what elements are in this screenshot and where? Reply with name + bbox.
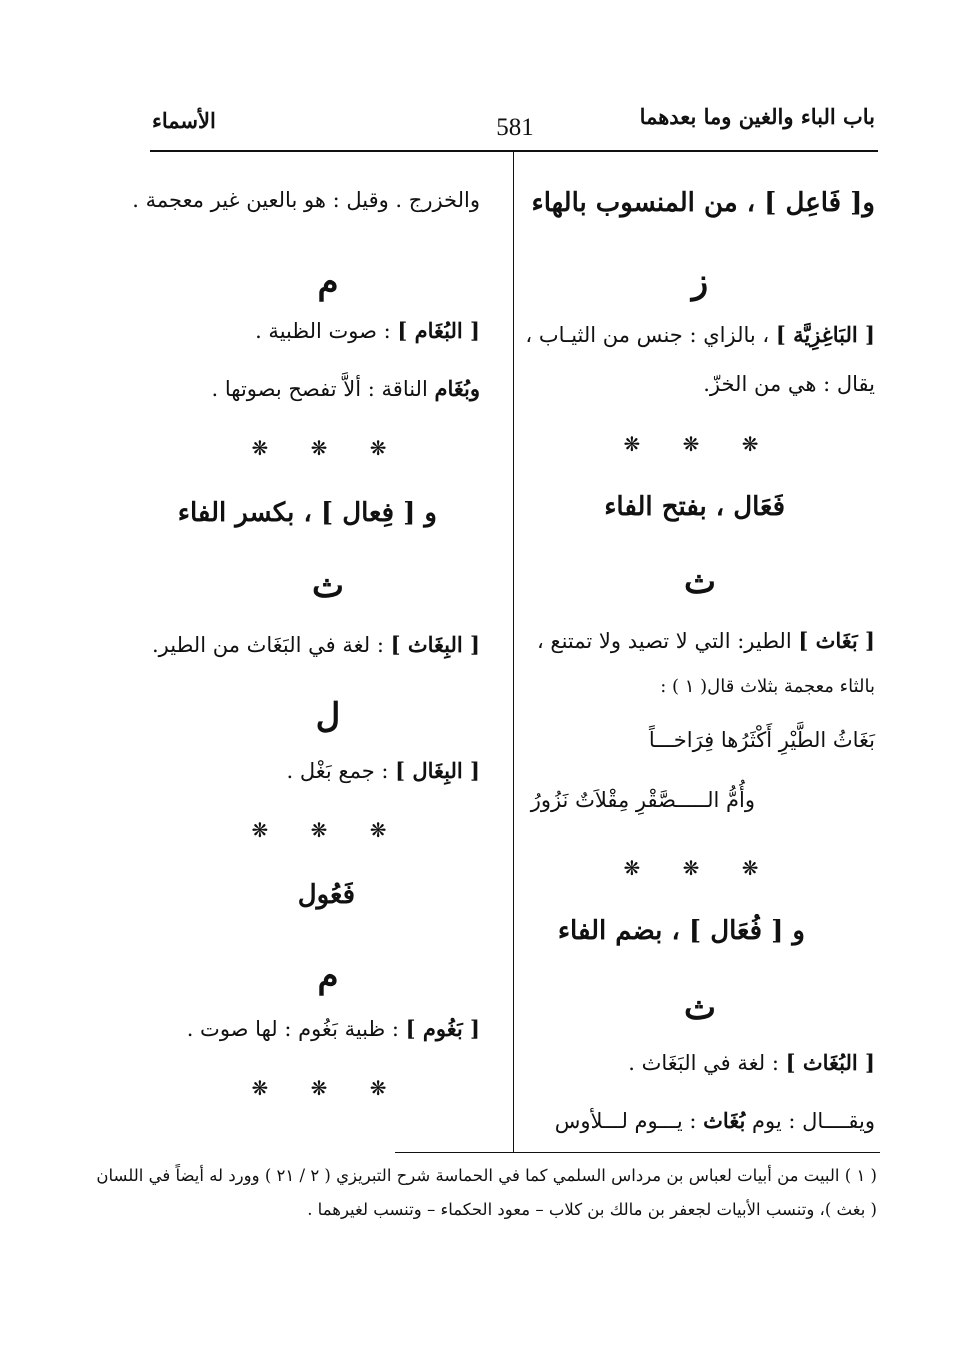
separator-stars: ❋ ❋ ❋ [251,436,405,460]
left-entry-2 [212,376,480,402]
left-letter-3: ل [315,696,341,736]
definition: الطير: التي لا تصيد ولا تمتنع ، [536,629,792,653]
chapter-title: باب الباء والغين وما بعدهما [639,104,875,129]
right-entry-2-line-2: بالثاء معجمة بثلاث قال( ١ ) : [660,676,875,697]
headword: [ البُغَام ] [397,318,480,343]
right-entry-2-line-1 [537,628,875,654]
footnote-line-2: ( بغث )، وتنسب الأبيات لجعفر بن مالك بن كلاب – معود الحكماء – وتنسب لغيرهما . [307,1200,877,1219]
headword: [ البَاغِزِيَّة ] [775,322,875,347]
definition: الناقة : ألاَّ تفصح بصوتها . [211,377,428,401]
separator-stars: ❋ ❋ ❋ [251,818,405,842]
right-entry-3 [628,1050,875,1076]
left-heading-1: و [ فِعال ] ، بكسر الفاء [177,498,437,528]
right-entry-1-line-2: يقال : هي من الخزّ. [703,372,875,396]
right-letter-1: ز [691,262,709,302]
right-letter-2: ث [683,562,716,602]
verse-line-1: بَغَاثُ الطَّيْرِ أَكْثَرُها فِرَاخـــاً [648,728,875,752]
definition: : لغة في البَغَاث من الطير. [151,633,384,657]
headword: وبُغَام [434,376,480,401]
separator-stars: ❋ ❋ ❋ [623,856,777,880]
definition: : ظبية بَغُوم : لها صوت . [186,1017,399,1041]
left-continuation: والخزرج . وقيل : هو بالعين غير معجمة . [132,188,480,212]
footnote-rule [395,1152,880,1153]
left-heading-2: فَعُول [297,880,355,910]
left-entry-1 [255,318,480,344]
definition: : صوت الظبية . [255,319,391,343]
right-heading-1: و[ فَاعِل ] ، من المنسوب بالهاء [531,188,875,218]
definition: ، بالزاي : جنس من الثيـاب ، [525,323,770,347]
column-divider [513,152,514,1152]
verse-line-2: وأُمُّ الـــــصَّقْرِ مِقْلاَتٌ نَزُورُ [530,788,755,812]
right-entry-4 [555,1108,875,1134]
section-title: الأسماء [152,108,216,133]
left-entry-3 [152,632,480,658]
entry-prefix: ويقــــال : يوم [752,1109,875,1133]
definition: : لغة في البَغَاث . [628,1051,779,1075]
right-heading-3: و [ فُعَال ] ، بضم الفاء [557,916,805,946]
separator-stars: ❋ ❋ ❋ [623,432,777,456]
headword: [ بَغُوم ] [405,1016,480,1041]
right-entry-1-line-1 [525,322,875,348]
headword: [ البُغَاث ] [785,1050,875,1075]
right-letter-3: ث [683,988,716,1028]
header-rule [150,150,878,152]
left-letter-4: م [317,956,339,996]
left-entry-4 [286,758,480,784]
headword: [ البِغَال ] [395,758,480,783]
left-letter-1: م [317,262,339,302]
left-letter-2: ث [311,566,344,606]
headword: [ بَغَاث ] [798,628,875,653]
headword: بُغَاث [703,1108,746,1133]
right-heading-2: فَعَال ، بفتح الفاء [604,492,785,522]
left-entry-5 [187,1016,480,1042]
separator-stars: ❋ ❋ ❋ [251,1076,405,1100]
definition: : يـــوم لـــلأوس [554,1109,697,1133]
definition: : جمع بَغْل . [286,759,389,783]
page-number: 581 [496,114,534,141]
headword: [ البِغَاث ] [390,632,480,657]
footnote-line-1: ( ١ ) البيت من أبيات لعباس بن مرداس السلمي كما في الحماسة شرح التبريزي ( ٢ / ٢١ ) وورد له أيضاً في اللسان [96,1166,877,1185]
